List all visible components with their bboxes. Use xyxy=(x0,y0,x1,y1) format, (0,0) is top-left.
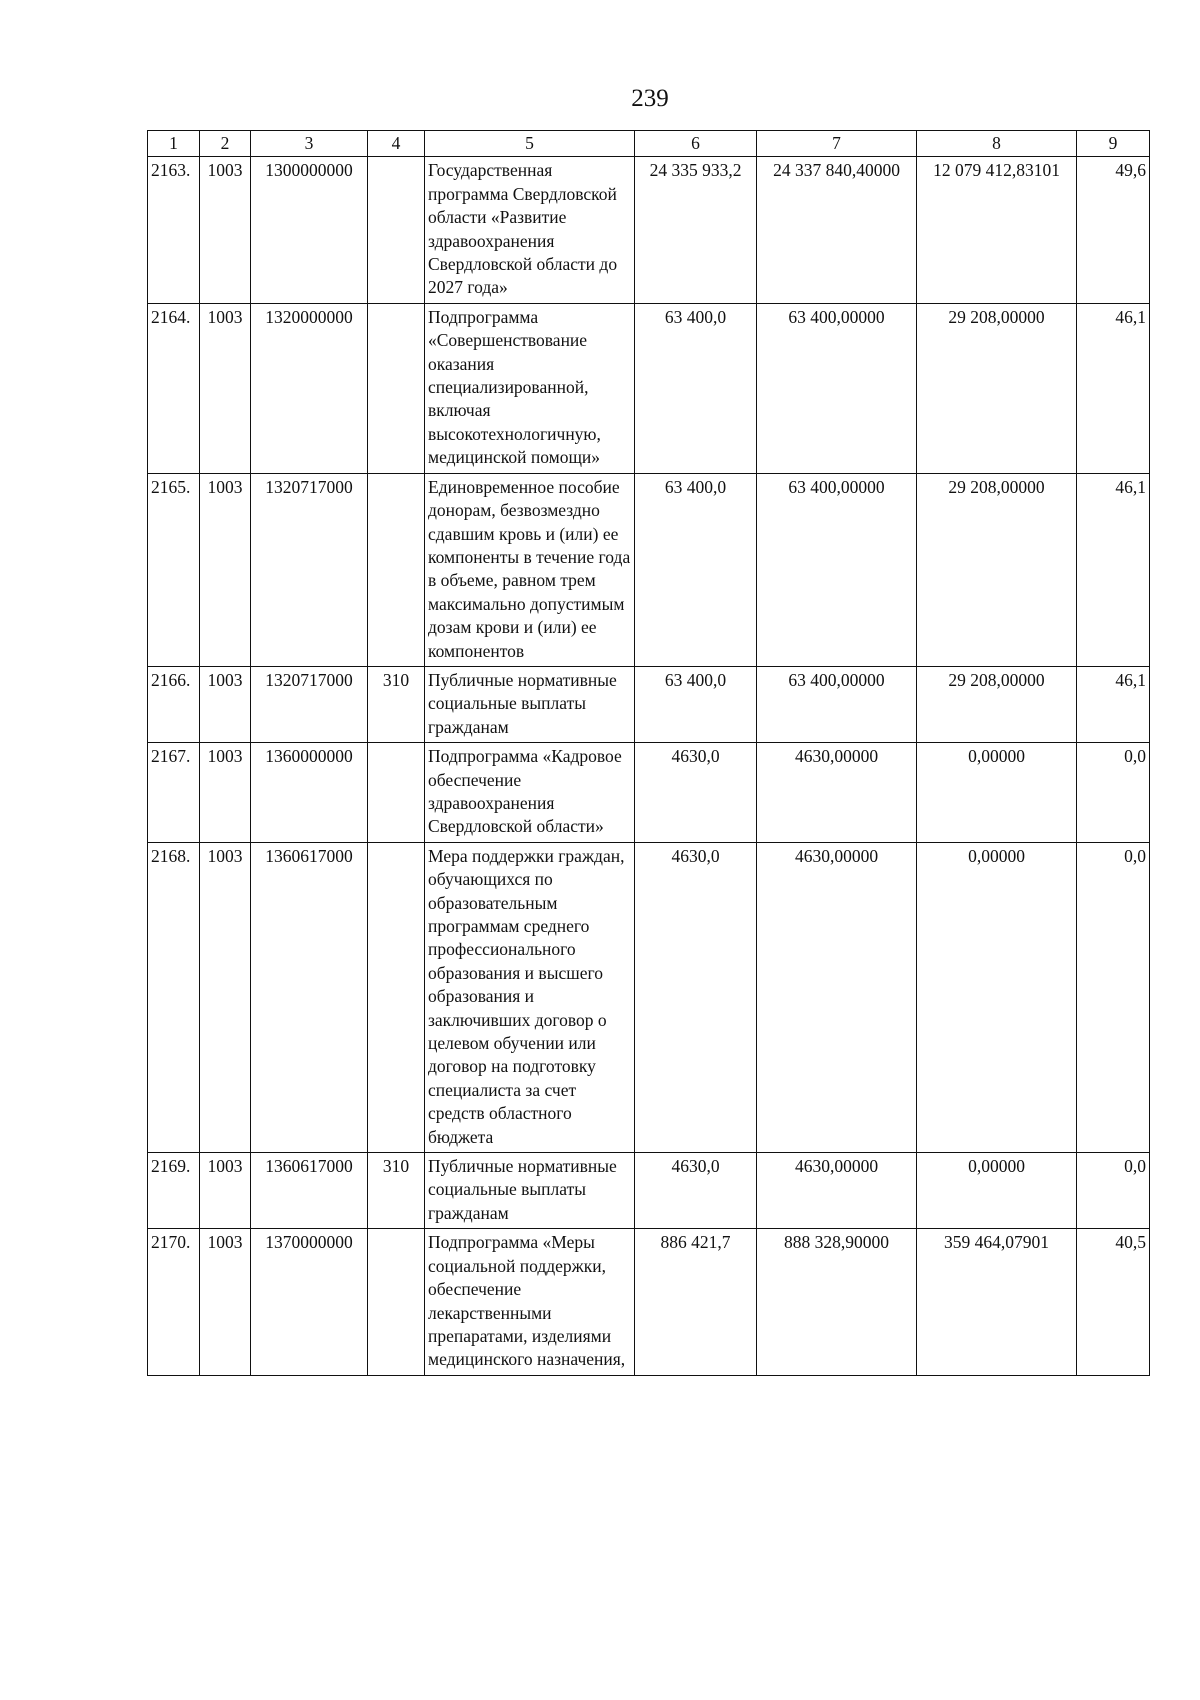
expense-type-code xyxy=(368,1229,425,1375)
amount-approved: 24 335 933,2 xyxy=(635,157,757,303)
expense-type-code: 310 xyxy=(368,1153,425,1229)
column-header: 5 xyxy=(425,131,635,157)
table-row xyxy=(148,1153,1150,1229)
row-number: 2163. xyxy=(148,157,200,303)
amount-executed: 29 208,00000 xyxy=(917,473,1077,666)
execution-percent: 46,1 xyxy=(1077,666,1150,742)
amount-adjusted: 63 400,00000 xyxy=(757,303,917,473)
item-name: Единовременное пособие донорам, безвозмездно сдавшим кровь и (или) ее компоненты в течение года в объеме, равном трем максимально допустимым дозам крови и (или) ее компонентов xyxy=(425,473,635,666)
amount-executed: 0,00000 xyxy=(917,743,1077,843)
execution-percent: 40,5 xyxy=(1077,1229,1150,1375)
execution-percent: 46,1 xyxy=(1077,473,1150,666)
amount-approved: 63 400,0 xyxy=(635,303,757,473)
column-header: 4 xyxy=(368,131,425,157)
amount-adjusted: 63 400,00000 xyxy=(757,473,917,666)
target-article-code: 1360617000 xyxy=(251,1153,368,1229)
amount-adjusted: 24 337 840,40000 xyxy=(757,157,917,303)
column-header: 7 xyxy=(757,131,917,157)
amount-executed: 0,00000 xyxy=(917,1153,1077,1229)
table-row xyxy=(148,473,1150,666)
target-article-code: 1320000000 xyxy=(251,303,368,473)
target-article-code: 1370000000 xyxy=(251,1229,368,1375)
amount-executed: 0,00000 xyxy=(917,842,1077,1152)
section-code: 1003 xyxy=(200,666,251,742)
table-row xyxy=(148,157,1150,303)
row-number: 2164. xyxy=(148,303,200,473)
row-number: 2170. xyxy=(148,1229,200,1375)
amount-executed: 359 464,07901 xyxy=(917,1229,1077,1375)
row-number: 2167. xyxy=(148,743,200,843)
target-article-code: 1360617000 xyxy=(251,842,368,1152)
table-row xyxy=(148,666,1150,742)
expense-type-code xyxy=(368,157,425,303)
row-number: 2166. xyxy=(148,666,200,742)
table-row xyxy=(148,303,1150,473)
row-number: 2168. xyxy=(148,842,200,1152)
section-code: 1003 xyxy=(200,473,251,666)
table-row xyxy=(148,743,1150,843)
amount-approved: 4630,0 xyxy=(635,743,757,843)
amount-approved: 63 400,0 xyxy=(635,473,757,666)
section-code: 1003 xyxy=(200,303,251,473)
target-article-code: 1300000000 xyxy=(251,157,368,303)
column-header: 6 xyxy=(635,131,757,157)
expense-type-code xyxy=(368,842,425,1152)
column-header: 9 xyxy=(1077,131,1150,157)
expense-type-code xyxy=(368,303,425,473)
item-name: Подпрограмма «Совершенствование оказания специализированной, включая высокотехнологичную, медицинской помощи» xyxy=(425,303,635,473)
item-name: Подпрограмма «Меры социальной поддержки, обеспечение лекарственными препаратами, изделиями медицинского назначения, xyxy=(425,1229,635,1375)
amount-adjusted: 4630,00000 xyxy=(757,1153,917,1229)
execution-percent: 49,6 xyxy=(1077,157,1150,303)
execution-percent: 0,0 xyxy=(1077,743,1150,843)
execution-percent: 0,0 xyxy=(1077,842,1150,1152)
item-name: Публичные нормативные социальные выплаты гражданам xyxy=(425,1153,635,1229)
expense-type-code: 310 xyxy=(368,666,425,742)
expense-type-code xyxy=(368,473,425,666)
amount-approved: 4630,0 xyxy=(635,842,757,1152)
section-code: 1003 xyxy=(200,842,251,1152)
page-number: 239 xyxy=(631,85,669,112)
column-header: 2 xyxy=(200,131,251,157)
item-name: Публичные нормативные социальные выплаты гражданам xyxy=(425,666,635,742)
amount-adjusted: 63 400,00000 xyxy=(757,666,917,742)
execution-percent: 0,0 xyxy=(1077,1153,1150,1229)
target-article-code: 1320717000 xyxy=(251,666,368,742)
amount-approved: 886 421,7 xyxy=(635,1229,757,1375)
target-article-code: 1360000000 xyxy=(251,743,368,843)
amount-executed: 29 208,00000 xyxy=(917,666,1077,742)
item-name: Подпрограмма «Кадровое обеспечение здравоохранения Свердловской области» xyxy=(425,743,635,843)
section-code: 1003 xyxy=(200,1153,251,1229)
item-name: Мера поддержки граждан, обучающихся по образовательным программам среднего профессионального образования и высшего образования и заключивших договор о целевом обучении или договор на подготовку специалиста за счет средств областного бюджета xyxy=(425,842,635,1152)
execution-percent: 46,1 xyxy=(1077,303,1150,473)
section-code: 1003 xyxy=(200,1229,251,1375)
section-code: 1003 xyxy=(200,743,251,843)
header-row xyxy=(148,131,1150,157)
column-header: 3 xyxy=(251,131,368,157)
budget-table xyxy=(147,130,1150,1376)
target-article-code: 1320717000 xyxy=(251,473,368,666)
column-header: 8 xyxy=(917,131,1077,157)
section-code: 1003 xyxy=(200,157,251,303)
amount-approved: 63 400,0 xyxy=(635,666,757,742)
column-header: 1 xyxy=(148,131,200,157)
item-name: Государственная программа Свердловской области «Развитие здравоохранения Свердловской области до 2027 года» xyxy=(425,157,635,303)
amount-adjusted: 888 328,90000 xyxy=(757,1229,917,1375)
amount-executed: 12 079 412,83101 xyxy=(917,157,1077,303)
row-number: 2165. xyxy=(148,473,200,666)
expense-type-code xyxy=(368,743,425,843)
amount-executed: 29 208,00000 xyxy=(917,303,1077,473)
amount-adjusted: 4630,00000 xyxy=(757,842,917,1152)
table-row xyxy=(148,1229,1150,1375)
table-row xyxy=(148,842,1150,1152)
amount-approved: 4630,0 xyxy=(635,1153,757,1229)
amount-adjusted: 4630,00000 xyxy=(757,743,917,843)
row-number: 2169. xyxy=(148,1153,200,1229)
